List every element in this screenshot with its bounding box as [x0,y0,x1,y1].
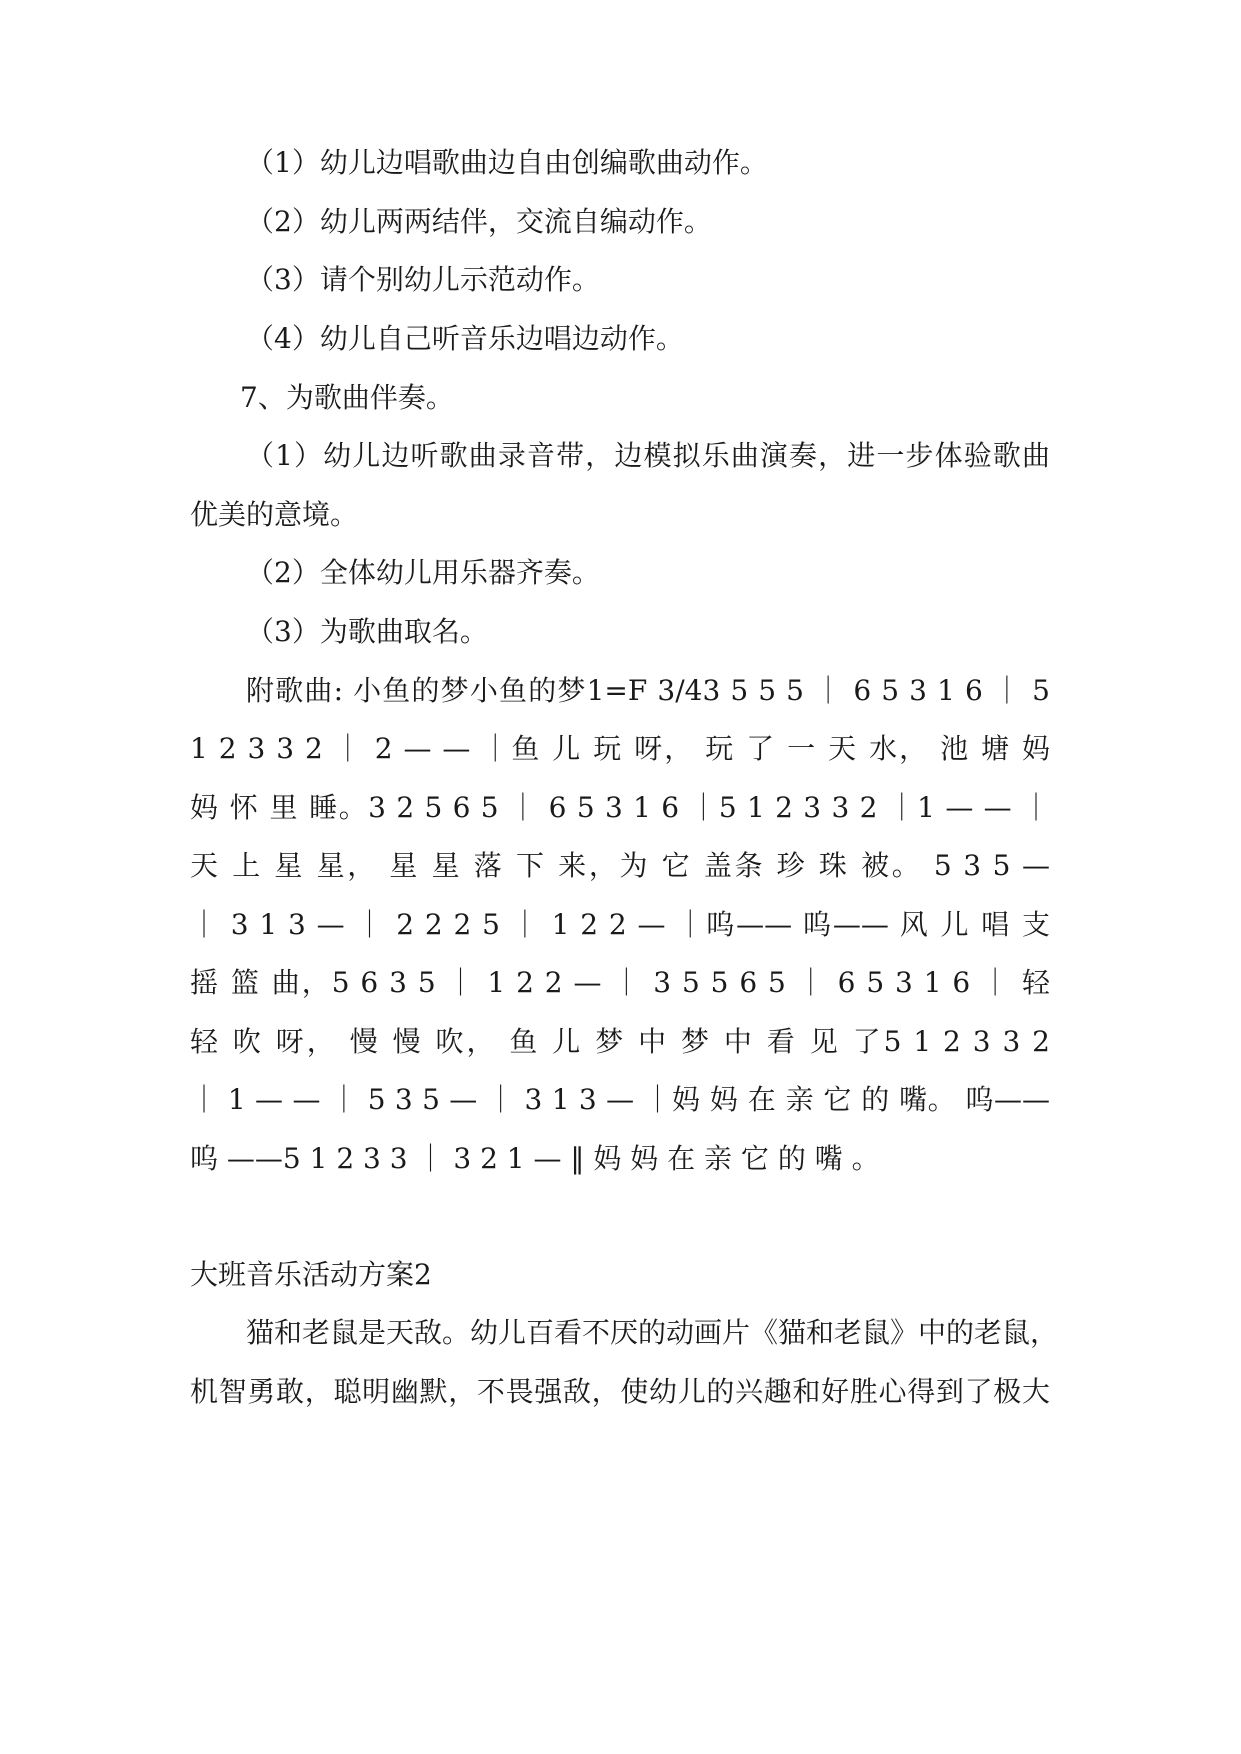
song-line: 呜 ——5 1 2 3 3 ｜ 3 2 1 — ‖ 妈 妈 在 亲 它 的 嘴 。 [190,1142,880,1175]
song-line: 附歌曲: 小鱼的梦小鱼的梦1=F 3/43 5 5 5 ｜ 6 5 3 1 6 ｜ 5 [246,674,1050,707]
list-item: （3）为歌曲取名。 [246,615,488,648]
step-heading: 7、为歌曲伴奏。 [240,381,454,414]
song-line: 1 2 3 3 2 ｜ 2 — — ｜鱼 儿 玩 呀， 玩 了 一 天 水， 池 塘 妈 [190,732,1050,765]
list-item: （1）幼儿边唱歌曲边自由创编歌曲动作。 [246,146,768,179]
song-line: ｜ 3 1 3 — ｜ 2 2 2 5 ｜ 1 2 2 — ｜呜—— 呜—— 风 儿 唱 支 [190,908,1050,941]
song-line: 摇 篮 曲，5 6 3 5 ｜ 1 2 2 — ｜ 3 5 5 6 5 ｜ 6 5 3 1 6 ｜ 轻 [190,966,1050,999]
list-item: （1）幼儿边听歌曲录音带，边模拟乐曲演奏，进一步体验歌曲 [246,439,1050,472]
song-line: 妈 怀 里 睡。3 2 5 6 5 ｜ 6 5 3 1 6 ｜5 1 2 3 3 2 ｜1 — — ｜ [190,791,1050,824]
song-line: ｜ 1 — — ｜ 5 3 5 — ｜ 3 1 3 — ｜妈 妈 在 亲 它 的 嘴。 呜—— [190,1083,1050,1116]
list-item: （3）请个别幼儿示范动作。 [246,263,600,296]
list-item: （4）幼儿自己听音乐边唱边动作。 [246,322,684,355]
paragraph-line: 猫和老鼠是天敌。幼儿百看不厌的动画片《猫和老鼠》中的老鼠， [246,1316,1059,1349]
paragraph-line: 机智勇敢，聪明幽默，不畏强敌，使幼儿的兴趣和好胜心得到了极大 [190,1375,1050,1408]
section-title: 大班音乐活动方案2 [190,1258,432,1291]
list-item: （2）全体幼儿用乐器齐奏。 [246,556,600,589]
list-item-continuation: 优美的意境。 [190,498,359,531]
list-item: （2）幼儿两两结伴，交流自编动作。 [246,205,712,238]
song-line: 天 上 星 星， 星 星 落 下 来，为 它 盖条 珍 珠 被。 5 3 5 — [190,849,1050,882]
song-line: 轻 吹 呀， 慢 慢 吹， 鱼 儿 梦 中 梦 中 看 见 了5 1 2 3 3 2 [190,1025,1050,1058]
